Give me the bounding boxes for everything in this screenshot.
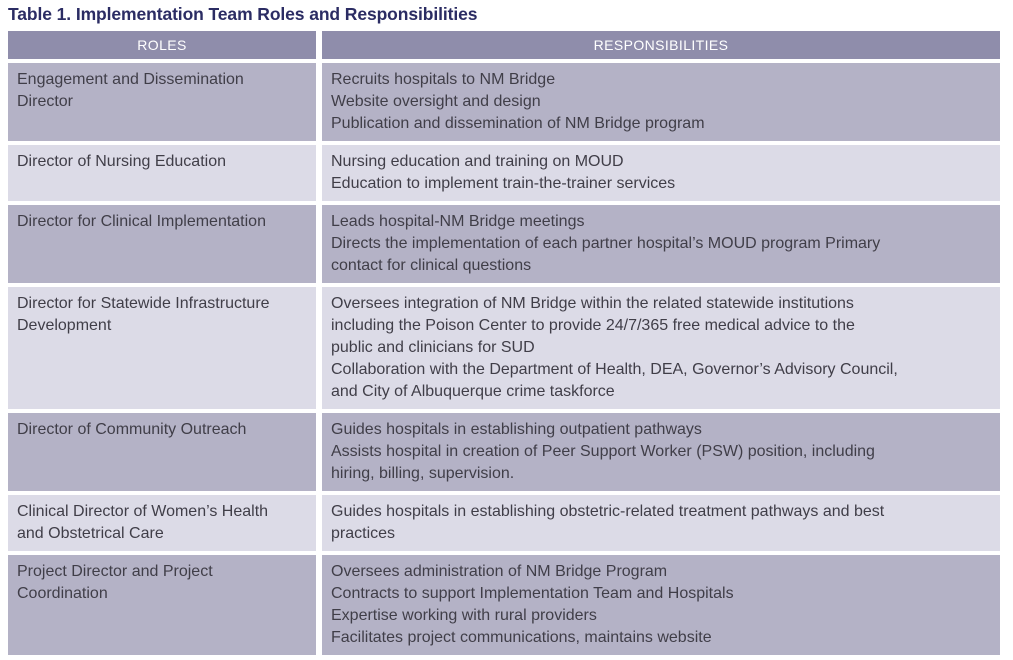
table-title: Table 1. Implementation Team Roles and Responsibilities — [8, 4, 478, 24]
role-cell: Project Director and Project Coordination — [8, 555, 316, 655]
responsibilities-cell — [322, 287, 1000, 409]
role-cell: Director of Community Outreach — [8, 413, 316, 491]
responsibilities-cell — [322, 205, 1000, 283]
role-cell: Director for Clinical Implementation — [8, 205, 316, 283]
responsibilities-cell — [322, 145, 1000, 201]
responsibility-item: Assists hospital in creation of Peer Support Worker (PSW) position, including hiring, billing, supervision. — [331, 443, 875, 482]
role-cell: Director of Nursing Education — [8, 145, 316, 201]
role-cell: Director for Statewide Infrastructure Development — [8, 287, 316, 409]
responsibility-item: Guides hospitals in establishing outpatient pathways — [331, 421, 702, 438]
responsibility-item: Leads hospital-NM Bridge meetings — [331, 213, 585, 230]
role-cell: Clinical Director of Women’s Health and Obstetrical Care — [8, 495, 316, 551]
responsibilities-cell — [322, 495, 1000, 551]
responsibility-item: Guides hospitals in establishing obstetric-related treatment pathways and best practices — [331, 503, 885, 542]
responsibility-item: Website oversight and design — [331, 93, 541, 110]
responsibility-item: Oversees administration of NM Bridge Program — [331, 563, 668, 580]
roles-responsibilities-table — [8, 31, 1000, 655]
responsibility-item: Collaboration with the Department of Health, DEA, Governor’s Advisory Council, and City of Albuquerque crime taskforce — [331, 361, 898, 400]
column-header-roles: ROLES — [8, 31, 316, 59]
responsibility-item: Recruits hospitals to NM Bridge — [331, 71, 556, 88]
responsibility-item: Expertise working with rural providers — [331, 607, 597, 624]
responsibilities-cell — [322, 413, 1000, 491]
responsibility-item: Contracts to support Implementation Team and Hospitals — [331, 585, 734, 602]
responsibility-item: Nursing education and training on MOUD — [331, 153, 624, 170]
responsibility-item: Publication and dissemination of NM Bridge program — [331, 115, 705, 132]
column-header-responsibilities: RESPONSIBILITIES — [322, 31, 1000, 59]
responsibilities-cell — [322, 555, 1000, 655]
responsibility-item: Facilitates project communications, maintains website — [331, 629, 712, 646]
responsibility-item: Education to implement train-the-trainer services — [331, 175, 676, 192]
responsibility-item: Oversees integration of NM Bridge within the related statewide institutions including the Poison Center to provide 24/7/365 free medical advice to the public and clinicians for SUD — [331, 295, 855, 356]
responsibilities-cell — [322, 63, 1000, 141]
responsibility-item: Directs the implementation of each partner hospital’s MOUD program Primary contact for clinical questions — [331, 235, 881, 274]
role-cell: Engagement and Dissemination Director — [8, 63, 316, 141]
